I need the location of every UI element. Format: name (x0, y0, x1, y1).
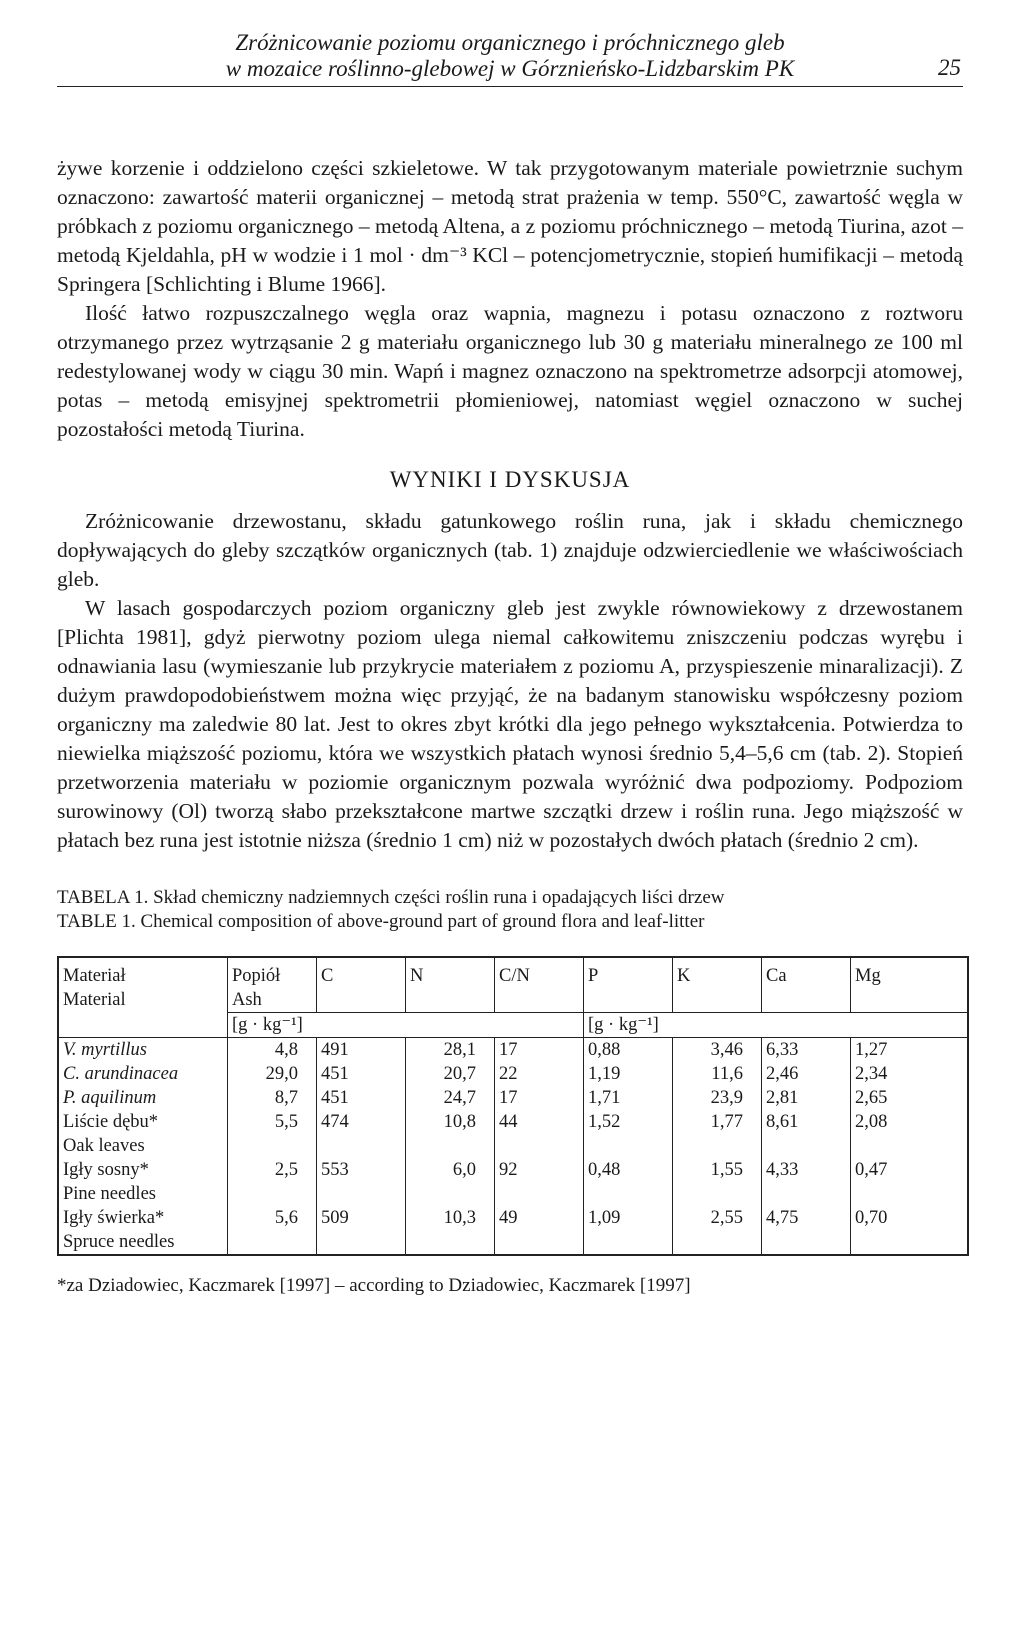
table-header-row (58, 957, 968, 1013)
cell-material: V. myrtillus (63, 1040, 147, 1060)
cell-c: 474 (317, 1110, 406, 1158)
cell-cn: 22 (495, 1062, 584, 1086)
cell-n: 6,0 (406, 1158, 495, 1206)
table-row (58, 1038, 968, 1063)
cell-ca: 2,81 (762, 1086, 851, 1110)
page-number: 25 (938, 55, 961, 80)
header-ca: Ca (762, 957, 851, 1013)
paragraph-methods-1: żywe korzenie i oddzielono części szkieletowe. W tak przygotowanym materiale powietrznie suchym oznaczono: zawartość materii organicznej – metodą strat prażenia w temp. 550°C, zawartość węgla w próbkach z poziomu organicznego – metodą Altena, a z poziomu próchnicznego – metodą Tiurina, azot – metodą Kjeldahla, pH w wodzie i 1 mol · dm⁻³ KCl – potencjometrycznie, stopień humifikacji – metodą Springera [Schlichting i Blume 1966]. (57, 156, 963, 296)
cell-k: 1,55 (673, 1158, 762, 1206)
header-k: K (673, 957, 762, 1013)
cell-ca: 4,33 (762, 1158, 851, 1206)
header-p: P (584, 957, 673, 1013)
cell-material: Liście dębu* Oak leaves (63, 1112, 159, 1156)
cell-ca: 4,75 (762, 1206, 851, 1255)
cell-ash: 5,5 (228, 1110, 317, 1158)
table-unit-row (58, 1013, 968, 1038)
cell-cn: 17 (495, 1038, 584, 1063)
table-caption-en: TABLE 1. Chemical composition of above-ground part of ground flora and leaf-litter (57, 911, 705, 932)
table-row (58, 1086, 968, 1110)
cell-cn: 49 (495, 1206, 584, 1255)
cell-p: 0,88 (584, 1038, 673, 1063)
cell-p: 1,71 (584, 1086, 673, 1110)
cell-mg: 2,34 (851, 1062, 969, 1086)
cell-mg: 1,27 (851, 1038, 969, 1063)
cell-mg: 0,47 (851, 1158, 969, 1206)
body-text (57, 154, 963, 855)
cell-n: 28,1 (406, 1038, 495, 1063)
paragraph-results-1: Zróżnicowanie drzewostanu, składu gatunkowego roślin runa, jak i składu chemicznego dopływających do gleby szczątków organicznych (tab. 1) znajduje odzwierciedlenie we właściwościach gleb. (57, 509, 963, 591)
header-line-2: w mozaice roślinno-glebowej w Górznieńsko-Lidzbarskim PK (225, 56, 795, 81)
cell-material: Igły świerka* Spruce needles (63, 1208, 175, 1252)
cell-n: 24,7 (406, 1086, 495, 1110)
cell-c: 491 (317, 1038, 406, 1063)
header-line-1: Zróżnicowanie poziomu organicznego i próchnicznego gleb (235, 30, 785, 55)
unit-right: [g · kg⁻¹] (584, 1013, 969, 1038)
cell-k: 3,46 (673, 1038, 762, 1063)
cell-mg: 0,70 (851, 1206, 969, 1255)
cell-n: 10,3 (406, 1206, 495, 1255)
header-c: C (317, 957, 406, 1013)
cell-c: 451 (317, 1062, 406, 1086)
cell-k: 2,55 (673, 1206, 762, 1255)
table-row (58, 1062, 968, 1086)
header-ash: Popiół Ash (228, 957, 317, 1013)
cell-mg: 2,65 (851, 1086, 969, 1110)
table-row (58, 1206, 968, 1255)
cell-ash: 29,0 (228, 1062, 317, 1086)
cell-k: 1,77 (673, 1110, 762, 1158)
cell-p: 1,52 (584, 1110, 673, 1158)
cell-cn: 17 (495, 1086, 584, 1110)
table-body (58, 1038, 968, 1256)
table-footnote: *za Dziadowiec, Kaczmarek [1997] – according to Dziadowiec, Kaczmarek [1997] (57, 1275, 691, 1296)
header-n: N (406, 957, 495, 1013)
cell-ca: 8,61 (762, 1110, 851, 1158)
cell-k: 11,6 (673, 1062, 762, 1086)
table-caption (57, 886, 963, 934)
cell-c: 451 (317, 1086, 406, 1110)
cell-n: 20,7 (406, 1062, 495, 1086)
cell-c: 553 (317, 1158, 406, 1206)
running-header (57, 30, 963, 87)
header-cn: C/N (495, 957, 584, 1013)
cell-n: 10,8 (406, 1110, 495, 1158)
cell-p: 1,19 (584, 1062, 673, 1086)
cell-p: 1,09 (584, 1206, 673, 1255)
header-material: Materiał Material (63, 966, 126, 1010)
cell-material: Igły sosny* Pine needles (63, 1160, 156, 1204)
header-mg: Mg (851, 957, 969, 1013)
cell-mg: 2,08 (851, 1110, 969, 1158)
cell-k: 23,9 (673, 1086, 762, 1110)
cell-ash: 5,6 (228, 1206, 317, 1255)
cell-p: 0,48 (584, 1158, 673, 1206)
cell-material: P. aquilinum (63, 1088, 157, 1108)
cell-c: 509 (317, 1206, 406, 1255)
cell-cn: 92 (495, 1158, 584, 1206)
table-row (58, 1158, 968, 1206)
cell-ash: 2,5 (228, 1158, 317, 1206)
chemical-composition-table (57, 956, 969, 1256)
cell-ash: 4,8 (228, 1038, 317, 1063)
cell-material: C. arundinacea (63, 1064, 179, 1084)
paragraph-methods-2: Ilość łatwo rozpuszczalnego węgla oraz wapnia, magnezu i potasu oznaczono z roztworu otrzymanego przez wytrząsanie 2 g materiału organicznego lub 30 g materiału mineralnego ze 100 ml redestylowanej wody w ciągu 30 min. Wapń i magnez oznaczono na spektrometrze adsorpcji atomowej, potas – metodą emisyjnej spektrometrii płomieniowej, natomiast węgiel oznaczono w suchej pozostałości metodą Tiurina. (57, 301, 963, 441)
table-caption-pl: TABELA 1. Skład chemiczny nadziemnych części roślin runa i opadających liści drzew (57, 887, 725, 908)
table-row (58, 1110, 968, 1158)
paragraph-results-2: W lasach gospodarczych poziom organiczny gleb jest zwykle równowiekowy z drzewostanem [Plichta 1981], gdyż pierwotny poziom ulega niemal całkowitemu zniszczeniu podczas wyrębu i odnawiania lasu (wymieszanie lub przykrycie materiałem z poziomu A, przyspieszenie minaralizacji). Z dużym prawdopodobieństwem można więc przyjąć, że na badanym stanowisku współczesny poziom organiczny ma zaledwie 80 lat. Jest to okres zbyt krótki dla jego pełnego wykształcenia. Potwierdza to niewielka miąższość poziomu, która we wszystkich płatach wynosi średnio 5,4–5,6 cm (tab. 2). Stopień przetworzenia materiału w poziomie organicznym pozwala wyróżnić dwa podpoziomy. Podpoziom surowinowy (Ol) tworzą słabo przekształcone martwe szczątki drzew i roślin runa. Jego miąższość w płatach bez runa jest istotnie niższa (średnio 1 cm) niż w pozostałych dwóch płatach (średnio 2 cm). (57, 596, 963, 852)
cell-ca: 2,46 (762, 1062, 851, 1086)
section-heading: WYNIKI I DYSKUSJA (389, 467, 631, 492)
cell-cn: 44 (495, 1110, 584, 1158)
cell-ash: 8,7 (228, 1086, 317, 1110)
cell-ca: 6,33 (762, 1038, 851, 1063)
page (57, 30, 963, 1297)
unit-left: [g · kg⁻¹] (228, 1013, 584, 1038)
